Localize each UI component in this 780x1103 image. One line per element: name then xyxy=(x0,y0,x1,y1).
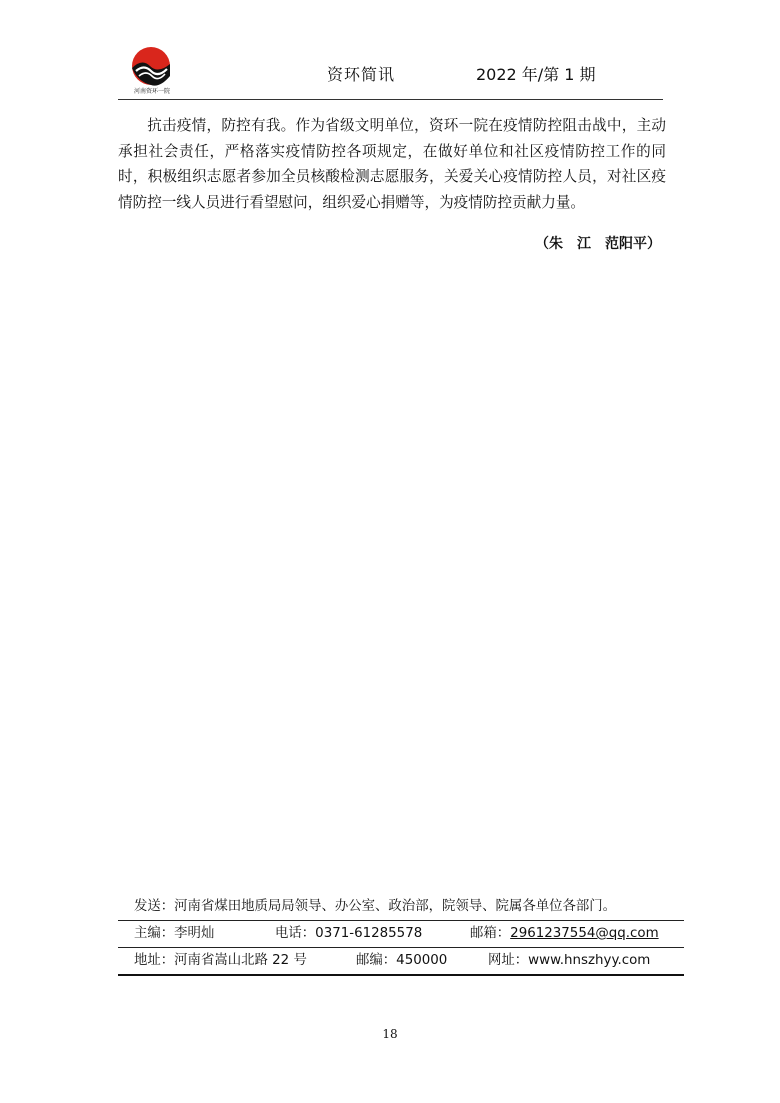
distribution-text: 发送：河南省煤田地质局局领导、办公室、政治部，院领导、院属各单位各部门。 xyxy=(134,899,617,914)
footer-distribution xyxy=(118,894,684,921)
website-link[interactable]: 网址：www.hnszhyy.com xyxy=(488,953,651,968)
logo-text: 河南资环一院 xyxy=(133,88,170,95)
email-field xyxy=(470,921,659,947)
email-link[interactable]: 2961237554@qq.com xyxy=(510,926,659,941)
footer-contact-line xyxy=(118,921,684,948)
email-label: 邮箱： xyxy=(470,926,511,941)
footer-address-line xyxy=(118,948,684,976)
address-text: 地址：河南省嵩山北路 22 号 xyxy=(134,953,307,968)
article-body: 抗击疫情，防控有我。作为省级文明单位，资环一院在疫情防控阻击战中，主动承担社会责任，严格落实疫情防控各项规定，在做好单位和社区疫情防控工作的同时，积极组织志愿者参加全员核酸检测志愿服务，关爱关心疫情防控人员，对社区疫情防控一线人员进行看望慰问，组织爱心捐赠等，为疫情防控贡献力量。 xyxy=(118,117,666,211)
page-number: 18 xyxy=(382,1027,398,1041)
issue-number: 2022 年/第 1 期 xyxy=(476,65,596,84)
phone-text: 电话：0371-61285578 xyxy=(275,926,423,941)
header-divider xyxy=(118,99,663,100)
editor-text: 主编：李明灿 xyxy=(134,926,215,941)
publication-title: 资环简讯 xyxy=(327,65,396,84)
footer-info xyxy=(118,894,684,976)
postcode-text: 邮编：450000 xyxy=(356,953,448,968)
article-byline: （朱 江 范阳平） xyxy=(535,236,661,252)
